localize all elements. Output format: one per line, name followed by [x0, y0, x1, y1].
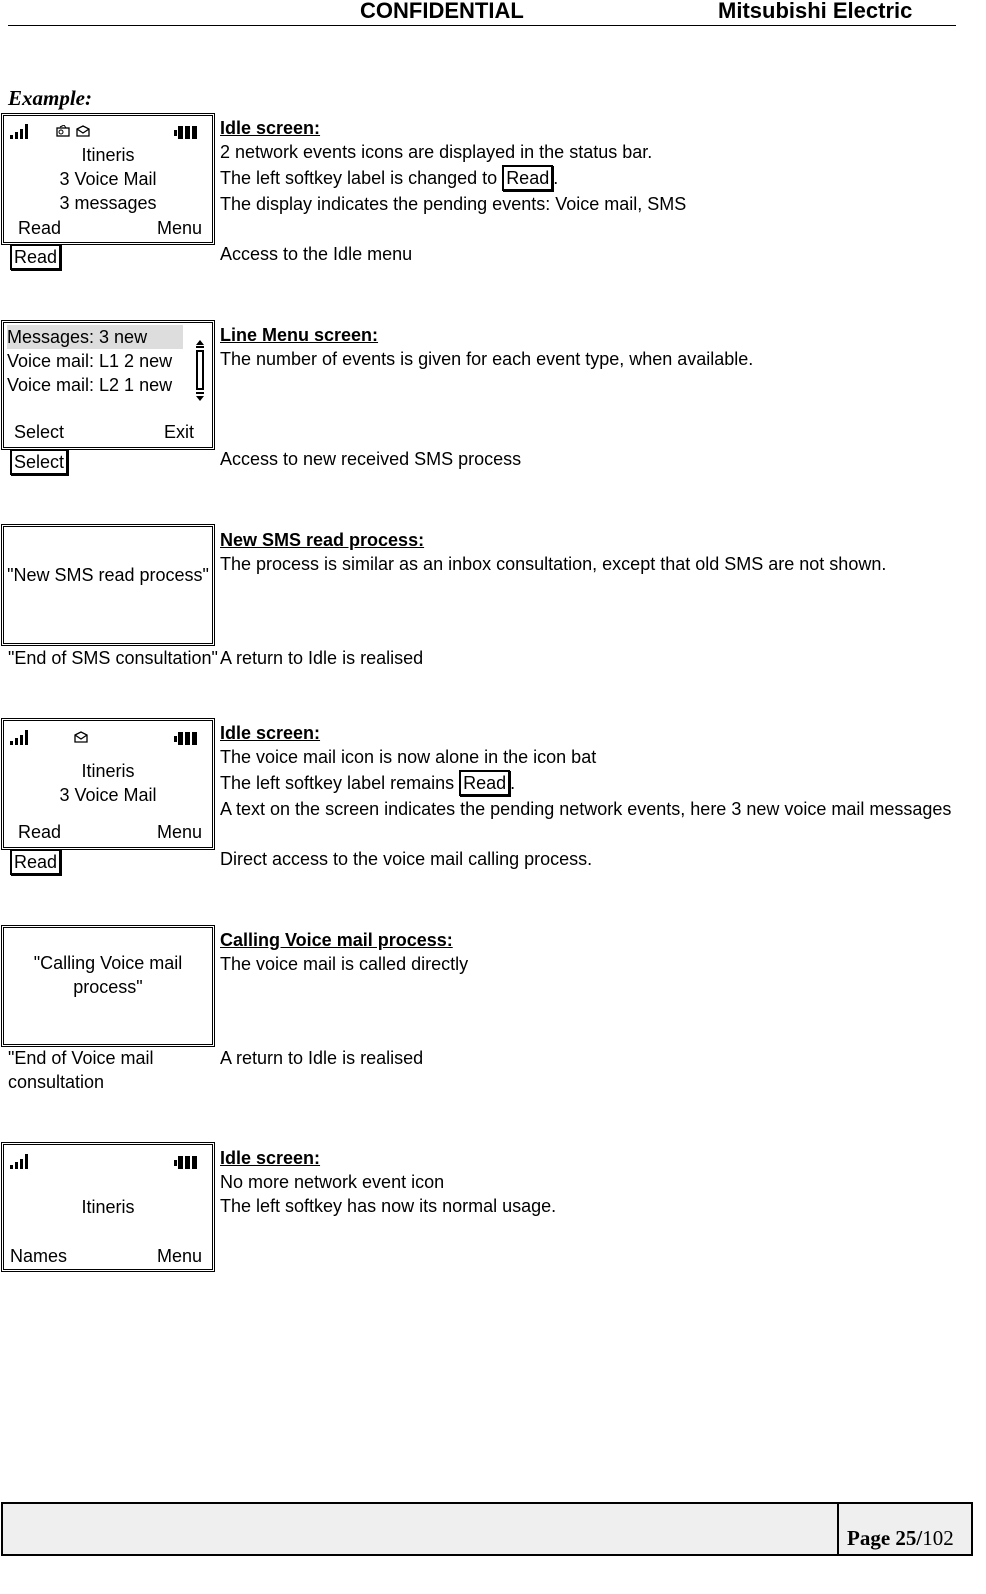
screen-line-1: "Calling Voice mail	[33, 953, 183, 973]
page-header	[8, 0, 956, 26]
signal-icon	[10, 730, 28, 745]
action-description: Access to the Idle menu	[220, 244, 413, 264]
step-title: Idle screen:	[220, 118, 321, 138]
read-key[interactable]: Read	[10, 849, 61, 875]
right-softkey[interactable]: Exit	[164, 422, 195, 442]
desc-line: The left softkey label remains Read .	[220, 769, 951, 797]
end-voicemail-label: "End of Voice mail consultation	[8, 1048, 154, 1092]
right-softkey[interactable]: Menu	[156, 822, 202, 842]
battery-icon	[174, 126, 199, 139]
phone-screen-voicemail-process	[1, 925, 215, 1047]
example-label: Example:	[8, 86, 92, 110]
confidential-label: CONFIDENTIAL	[360, 0, 524, 23]
desc-line: 2 network events icons are displayed in the status bar.	[220, 142, 653, 162]
phone-screen-line-menu	[1, 320, 215, 450]
step1-description	[220, 116, 686, 216]
signal-icon	[10, 124, 28, 139]
desc-line: The number of events is given for each event type, when available.	[220, 349, 754, 369]
page-number: Page 25/102	[847, 1526, 954, 1550]
menu-item-voicemail-l2[interactable]: Voice mail: L2 1 new	[7, 375, 173, 395]
step5-description	[220, 928, 468, 976]
step-title: Idle screen:	[220, 723, 321, 743]
select-key[interactable]: Select	[10, 449, 68, 475]
battery-icon	[174, 732, 199, 745]
signal-icon	[10, 1154, 28, 1169]
desc-line: The left softkey label is changed to Read .	[220, 164, 686, 192]
step-title: New SMS read process:	[220, 530, 425, 550]
desc-line: The voice mail is called directly	[220, 954, 469, 974]
company-name: Mitsubishi Electric	[718, 0, 913, 23]
screen-line-2: 3 Voice Mail	[59, 785, 157, 805]
step-title: Idle screen:	[220, 1148, 321, 1168]
sms-icon	[76, 125, 90, 137]
menu-item-voicemail-l1[interactable]: Voice mail: L1 2 new	[7, 351, 173, 371]
action-description: Access to new received SMS process	[220, 449, 522, 469]
page-footer	[1, 1502, 973, 1556]
phone-screen-idle-1	[1, 113, 215, 245]
read-key-box: Read	[459, 770, 510, 796]
read-softkey-action[interactable]	[10, 849, 61, 875]
step-title: Calling Voice mail process:	[220, 930, 453, 950]
footer-divider	[837, 1504, 839, 1554]
screen-line-1: Itineris	[81, 761, 135, 781]
phone-screen-idle-3	[1, 1142, 215, 1272]
step4-description	[220, 721, 951, 821]
screen-line-1: Itineris	[81, 1197, 135, 1217]
screen-line-1: Itineris	[81, 145, 135, 165]
desc-line: A text on the screen indicates the pending network events, here 3 new voice mail messages	[220, 799, 952, 819]
select-softkey-action[interactable]	[10, 449, 68, 475]
phone-screen-idle-2	[1, 718, 215, 850]
read-softkey-action[interactable]	[10, 244, 61, 270]
scrollbar-icon[interactable]	[196, 340, 204, 402]
screen-line-2: process"	[73, 977, 143, 997]
left-softkey[interactable]: Names	[10, 1246, 68, 1266]
phone-screen-sms-process	[1, 524, 215, 646]
screen-line-1: "New SMS read process"	[7, 565, 209, 585]
step3-description	[220, 528, 886, 576]
voicemail-icon	[74, 731, 88, 743]
desc-line: The process is similar as an inbox consultation, except that old SMS are not shown.	[220, 554, 887, 574]
left-softkey[interactable]: Read	[18, 822, 62, 842]
right-softkey[interactable]: Menu	[156, 1246, 202, 1266]
menu-item-messages[interactable]: Messages: 3 new	[7, 325, 183, 349]
battery-icon	[174, 1156, 199, 1169]
right-softkey[interactable]: Menu	[156, 218, 202, 238]
desc-line: The left softkey has now its normal usage.	[220, 1196, 557, 1216]
step6-description	[220, 1146, 556, 1218]
desc-line: No more network event icon	[220, 1172, 445, 1192]
desc-line: The voice mail icon is now alone in the icon bat	[220, 747, 597, 767]
left-softkey[interactable]: Select	[14, 422, 65, 442]
voicemail-icon	[56, 125, 70, 137]
action-description: A return to Idle is realised	[220, 648, 424, 668]
screen-line-2: 3 Voice Mail	[59, 169, 157, 189]
screen-line-3: 3 messages	[59, 193, 157, 213]
step-title: Line Menu screen:	[220, 325, 379, 345]
desc-line: The display indicates the pending events: Voice mail, SMS	[220, 194, 687, 214]
step2-description	[220, 323, 753, 371]
action-description: A return to Idle is realised	[220, 1048, 424, 1068]
read-key-box: Read	[502, 165, 553, 191]
action-description: Direct access to the voice mail calling process.	[220, 849, 593, 869]
left-softkey[interactable]: Read	[18, 218, 62, 238]
end-sms-label: "End of SMS consultation"	[8, 648, 218, 668]
read-key[interactable]: Read	[10, 244, 61, 270]
